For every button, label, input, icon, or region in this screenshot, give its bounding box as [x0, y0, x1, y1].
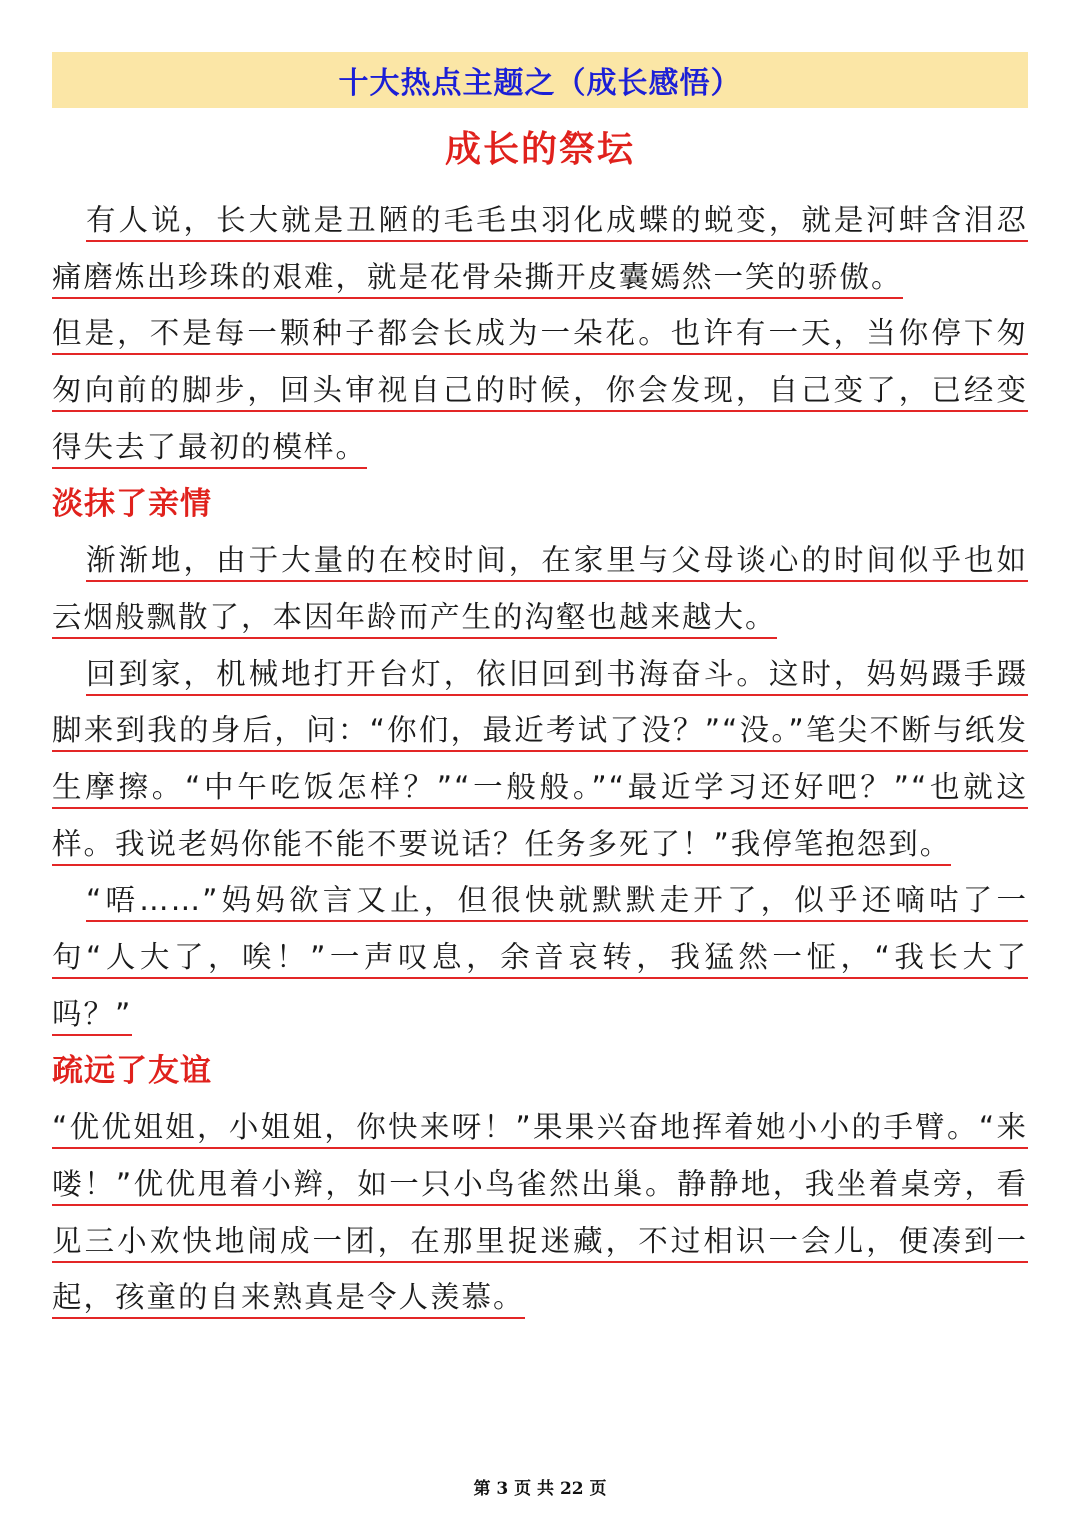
- paragraph: 回到家，机械地打开台灯，依旧回到书海奋斗。这时，妈妈蹑手蹑脚来到我的身后，问：“你们，最近考试了没？”“没。”笔尖不断与纸发生摩擦。“中午吃饭怎样？”“一般般。”“最近学习还好吧？”“也就这样。我说老妈你能不能不要说话？任务多死了！”我停笔抱怨到。: [52, 646, 1028, 873]
- essay-body: [52, 192, 1028, 1326]
- essay-title: 成长的祭坛: [444, 128, 635, 170]
- section-heading: 疏远了友谊: [52, 1052, 212, 1089]
- paragraph: “优优姐姐，小姐姐，你快来呀！”果果兴奋地挥着她小小的手臂。“来喽！”优优甩着小辫，如一只小鸟雀然出巢。静静地，我坐着桌旁，看见三小欢快地闹成一团，在那里捉迷藏，不过相识一会儿，便凑到一起，孩童的自来熟真是令人羡慕。: [52, 1099, 1028, 1326]
- page-number: 第 3 页 共 22 页: [473, 1479, 607, 1499]
- paragraph: 有人说，长大就是丑陋的毛毛虫羽化成蝶的蜕变，就是河蚌含泪忍痛磨炼出珍珠的艰难，就是花骨朵撕开皮囊嫣然一笑的骄傲。: [52, 192, 1028, 305]
- topic-banner: [52, 52, 1028, 108]
- banner-title: 十大热点主题之（成长感悟）: [338, 66, 742, 101]
- paragraph: “唔……”妈妈欲言又止，但很快就默默走开了，似乎还嘀咕了一句“人大了，唉！”一声叹息，余音哀转，我猛然一怔，“我长大了吗？”: [52, 872, 1028, 1042]
- section-heading: 淡抹了亲情: [52, 485, 212, 522]
- paragraph: 但是，不是每一颗种子都会长成为一朵花。也许有一天，当你停下匆匆向前的脚步，回头审视自己的时候，你会发现，自己变了，已经变得失去了最初的模样。: [52, 305, 1028, 475]
- paragraph: 渐渐地，由于大量的在校时间，在家里与父母谈心的时间似乎也如云烟般飘散了，本因年龄而产生的沟壑也越来越大。: [52, 532, 1028, 645]
